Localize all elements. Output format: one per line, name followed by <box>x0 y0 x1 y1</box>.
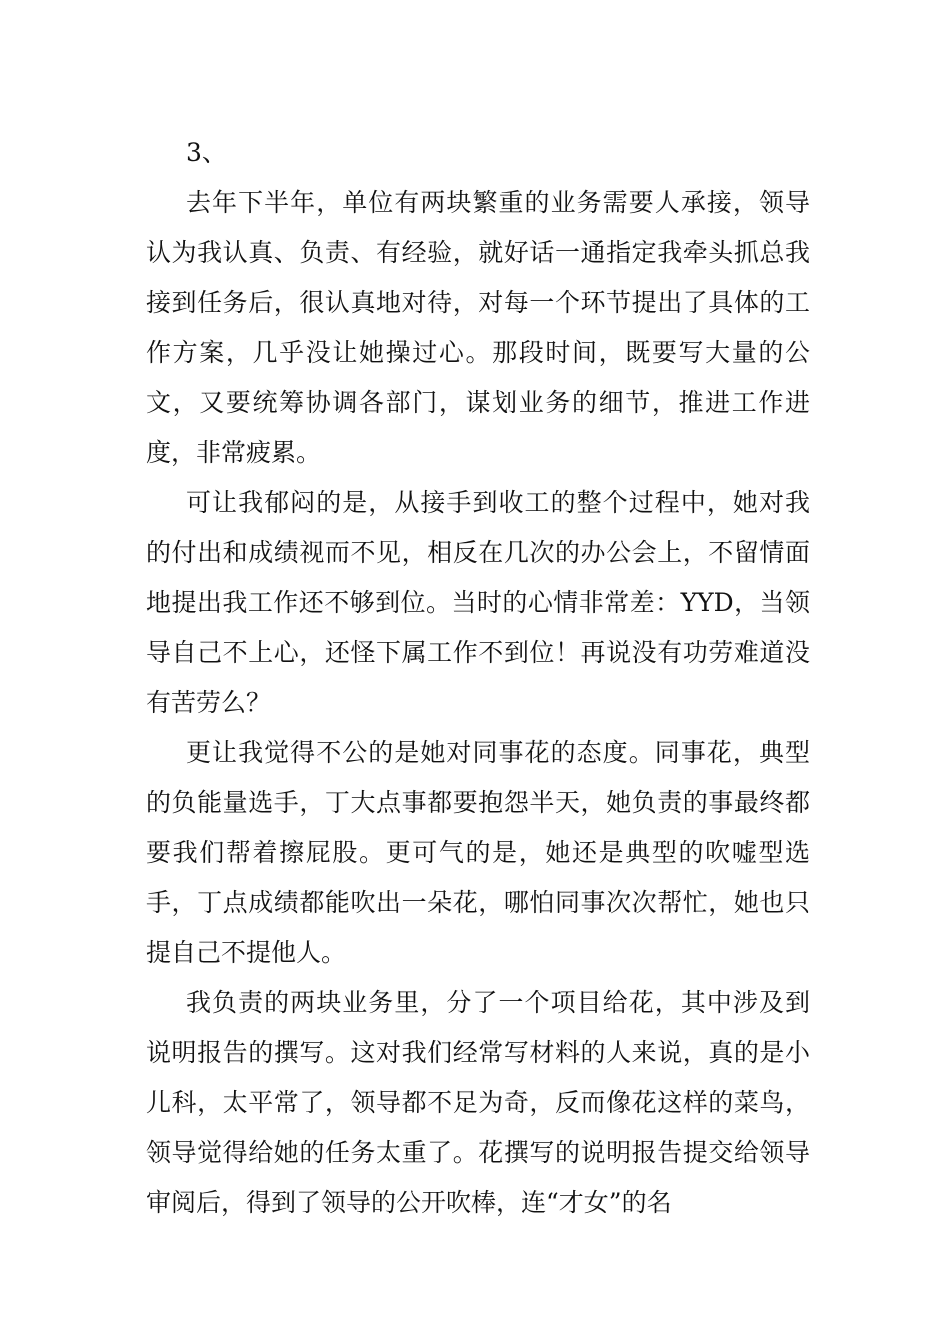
paragraph: 去年下半年，单位有两块繁重的业务需要人承接，领导认为我认真、负责、有经验，就好话一通指定我牵头抓总我接到任务后，很认真地对待，对每一个环节提出了具体的工作方案，几乎没让她操过心。那段时间，既要写大量的公文，又要统筹协调各部门，谋划业务的细节，推进工作进度，非常疲累。 <box>146 188 810 467</box>
section-number: 3、 <box>186 138 227 167</box>
document-body <box>146 128 810 1228</box>
paragraph: 更让我觉得不公的是她对同事花的态度。同事花，典型的负能量选手，丁大点事都要抱怨半天，她负责的事最终都要我们帮着擦屁股。更可气的是，她还是典型的吹嘘型选手，丁点成绩都能吹出一朵花，哪怕同事次次帮忙，她也只提自己不提他人。 <box>146 738 810 967</box>
paragraph: 我负责的两块业务里，分了一个项目给花，其中涉及到说明报告的撰写。这对我们经常写材料的人来说，真的是小儿科，太平常了，领导都不足为奇，反而像花这样的菜鸟，领导觉得给她的任务太重了。花撰写的说明报告提交给领导审阅后，得到了领导的公开吹棒，连“才女”的名 <box>146 988 810 1217</box>
paragraph: 可让我郁闷的是，从接手到收工的整个过程中，她对我的付出和成绩视而不见，相反在几次的办公会上，不留情面地提出我工作还不够到位。当时的心情非常差：YYD，当领导自己不上心，还怪下属工作不到位！再说没有功劳难道没有苦劳么？ <box>146 488 810 717</box>
